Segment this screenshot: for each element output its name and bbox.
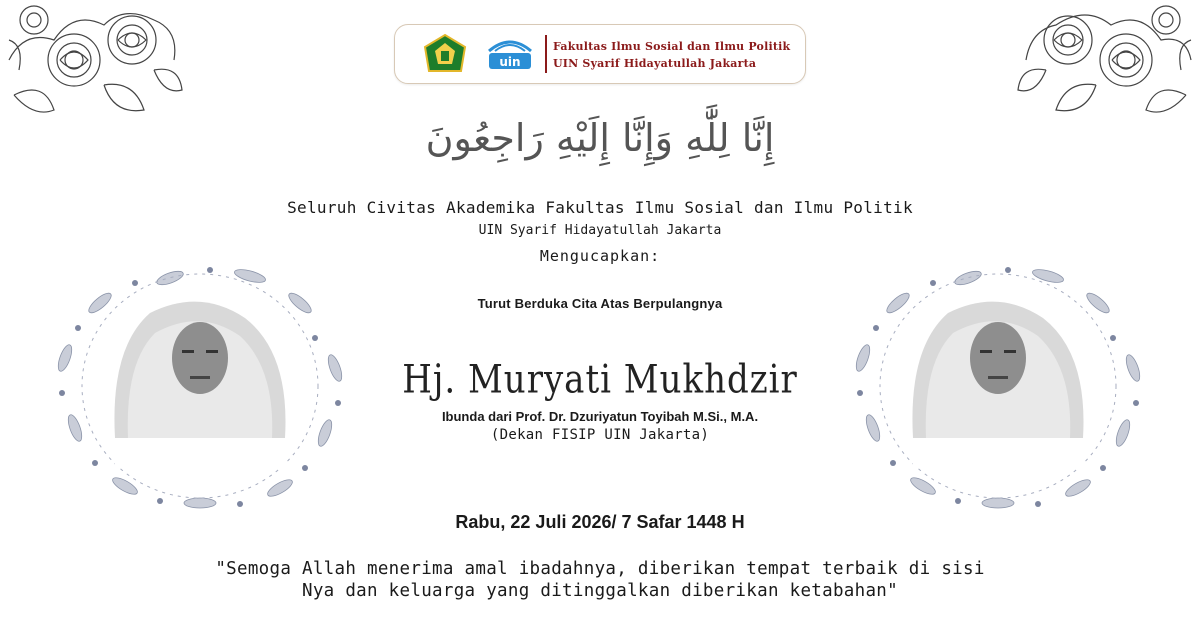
- intro-line-1: Seluruh Civitas Akademika Fakultas Ilmu Sosial dan Ilmu Politik: [287, 198, 913, 217]
- deceased-position: (Dekan FISIP UIN Jakarta): [490, 427, 710, 443]
- condolence-date: Rabu, 22 Juli 2026/ 7 Safar 1448 H: [455, 512, 745, 532]
- prayer-quote: [0, 558, 1200, 602]
- rose-bouquet-icon: [1016, 0, 1196, 125]
- prayer-line-1: "Semoga Allah menerima amal ibadahnya, diberikan tempat terbaik di sisi: [215, 559, 985, 579]
- header-banner: [394, 24, 806, 84]
- rose-bouquet-icon: [4, 0, 184, 125]
- banner-title: [553, 38, 790, 72]
- arabic-calligraphy: إِنَّا لِلَّٰهِ وَإِنَّا إِلَيْهِ رَاجِعُونَ: [425, 116, 775, 160]
- banner-faculty: Fakultas Ilmu Sosial dan Ilmu Politik: [553, 40, 791, 53]
- prayer-line-2: Nya dan keluarga yang ditinggalkan diberikan ketabahan": [302, 581, 898, 601]
- deceased-name: Hj. Muryati Mukhdzir: [402, 357, 798, 403]
- uin-logo-text: uin: [499, 55, 521, 69]
- banner-university: UIN Syarif Hidayatullah Jakarta: [553, 57, 757, 70]
- uin-logo-icon: [485, 37, 535, 71]
- intro-line-3: Mengucapkan:: [539, 247, 661, 265]
- condolence-heading: Turut Berduka Cita Atas Berpulangnya: [477, 296, 723, 311]
- intro-line-2: UIN Syarif Hidayatullah Jakarta: [478, 223, 722, 238]
- kemenag-emblem-icon: [421, 33, 469, 77]
- banner-divider: [545, 35, 547, 73]
- deceased-relation: Ibunda dari Prof. Dr. Dzuriyatun Toyibah M.Si., M.A.: [441, 409, 759, 424]
